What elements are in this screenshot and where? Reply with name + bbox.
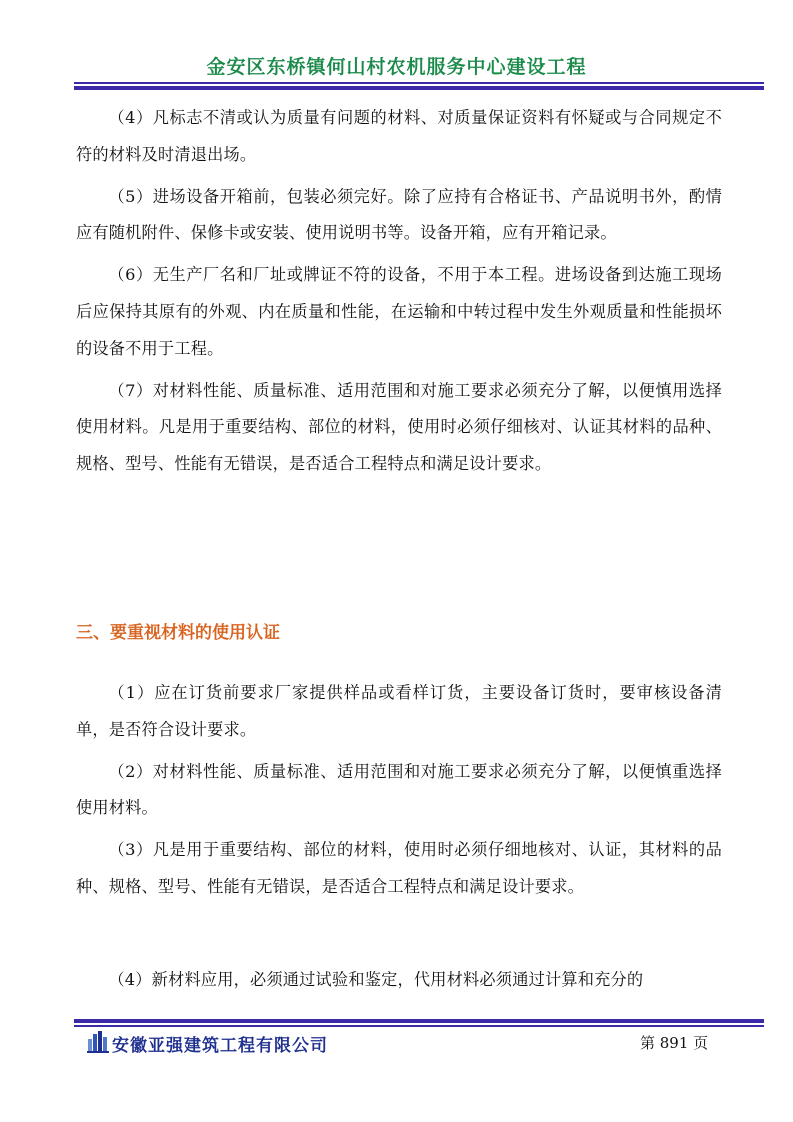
body-text-section — [76, 675, 722, 906]
page-number: 第 891 页 — [640, 1034, 709, 1052]
footer-rule-thin — [74, 1025, 764, 1027]
footer-rule-thick — [74, 1019, 764, 1023]
footer-company-name: 安徽亚强建筑工程有限公司 — [112, 1036, 328, 1056]
section-paragraph-2: （2）对材料性能、质量标准、适用范围和对施工要求必须充分了解，以便慎重选择使用材料。 — [76, 761, 722, 818]
section-heading: 三、要重视材料的使用认证 — [76, 623, 280, 643]
building-logo-icon — [86, 1029, 110, 1053]
paragraph-5: （5）进场设备开箱前，包装必须完好。除了应持有合格证书、产品说明书外，酌情应有随机附件、保修卡或安装、使用说明书等。设备开箱，应有开箱记录。 — [76, 186, 722, 243]
header-rule-thin — [74, 82, 764, 84]
section-paragraph-4: （4）新材料应用，必须通过试验和鉴定，代用材料必须通过计算和充分的 — [108, 970, 644, 989]
paragraph-4: （4）凡标志不清或认为质量有问题的材料、对质量保证资料有怀疑或与合同规定不符的材料及时清退出场。 — [76, 108, 722, 164]
body-text-bottom — [76, 962, 722, 999]
header-rule-thick — [74, 86, 764, 90]
paragraph-7: （7）对材料性能、质量标准、适用范围和对施工要求必须充分了解，以便慎用选择使用材料。凡是用于重要结构、部位的材料，使用时必须仔细核对、认证其材料的品种、规格、型号、性能有无错误，是否适合工程特点和满足设计要求。 — [76, 380, 722, 474]
paragraph-6: （6）无生产厂名和厂址或牌证不符的设备，不用于本工程。进场设备到达施工现场后应保持其原有的外观、内在质量和性能，在运输和中转过程中发生外观质量和性能损坏的设备不用于工程。 — [76, 265, 722, 358]
section-paragraph-1: （1）应在订货前要求厂家提供样品或看样订货，主要设备订货时，要审核设备清单，是否符合设计要求。 — [76, 683, 722, 739]
section-paragraph-3: （3）凡是用于重要结构、部位的材料，使用时必须仔细地核对、认证，其材料的品种、规格、型号、性能有无错误，是否适合工程特点和满足设计要求。 — [76, 840, 722, 896]
body-text-top — [76, 100, 722, 483]
header-title: 金安区东桥镇何山村农机服务中心建设工程 — [206, 56, 587, 78]
